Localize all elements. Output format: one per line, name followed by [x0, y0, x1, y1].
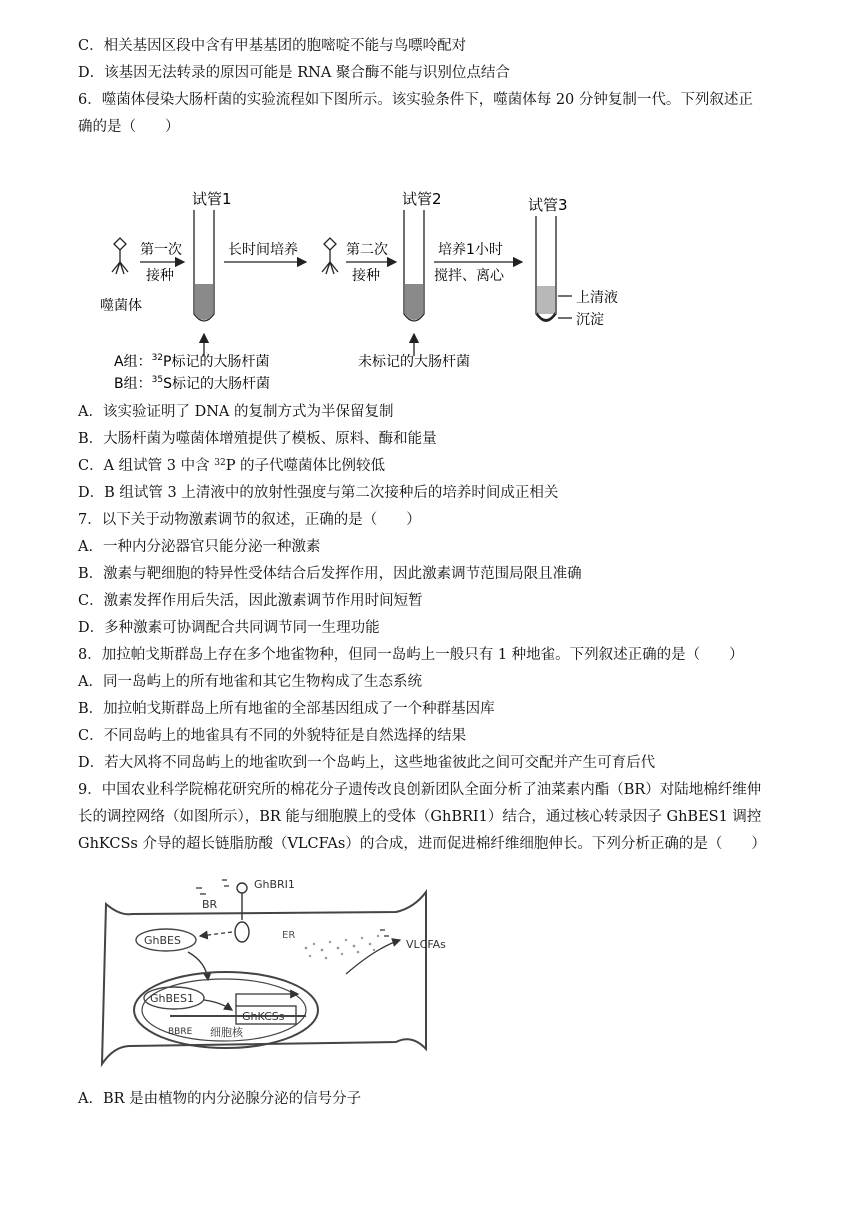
tube2-label: 试管2 — [402, 190, 442, 208]
nucleus-label: 细胞核 — [210, 1026, 243, 1039]
q6-option-b: B．大肠杆菌为噬菌体增殖提供了模板、原料、酶和能量 — [78, 431, 437, 447]
q6-stem-line2: 确的是（ ） — [78, 119, 180, 135]
cell-outline — [102, 892, 426, 1064]
ghbes1-label: GhBES1 — [150, 992, 194, 1005]
stir-centrifuge-label: 搅拌、离心 — [434, 268, 504, 284]
br-molecule-marks — [196, 880, 229, 894]
q8-option-c: C．不同岛屿上的地雀具有不同的外貌特征是自然选择的结果 — [78, 728, 467, 744]
q6-option-a: A．该实验证明了 DNA 的复制方式为半保留复制 — [78, 404, 394, 420]
supernatant-label: 上清液 — [576, 290, 618, 306]
tube1 — [194, 210, 214, 356]
br-label: BR — [202, 898, 218, 911]
q7-stem: 7．以下关于动物激素调节的叙述，正确的是（ ） — [78, 512, 421, 528]
second-inoculation-label-1: 第二次 — [346, 242, 388, 258]
second-inoculation-label-2: 接种 — [352, 268, 380, 284]
q7-option-b: B．激素与靶细胞的特异性受体结合后发挥作用，因此激素调节范围局限且准确 — [78, 566, 582, 582]
group-a-label: A组：$^{32}$P标记的大肠杆菌 — [114, 353, 270, 370]
first-inoculation-label-2: 接种 — [146, 268, 174, 284]
q6-option-c: C．A 组试管 3 中含 $^{32}$P 的子代噬菌体比例较低 — [78, 458, 386, 474]
ghkcss-label: GhKCSs — [242, 1010, 285, 1023]
tube1-label: 试管1 — [192, 190, 232, 208]
q8-option-a: A．同一岛屿上的所有地雀和其它生物构成了生态系统 — [78, 674, 422, 690]
tube3-label: 试管3 — [528, 196, 568, 214]
long-culture-label: 长时间培养 — [228, 242, 298, 258]
q8-option-b: B．加拉帕戈斯群岛上所有地雀的全部基因组成了一个种群基因库 — [78, 701, 495, 717]
phage-icon-1 — [112, 238, 128, 274]
bbre-label: BBRE — [168, 1027, 193, 1037]
transcription-arrow — [236, 994, 298, 1006]
first-inoculation-label-1: 第一次 — [140, 242, 182, 258]
q9-stem-line1: 9．中国农业科学院棉花研究所的棉花分子遗传改良创新团队全面分析了油菜素内酯（BR）对陆地棉纤维伸 — [78, 782, 762, 798]
vlcfas-label: VLCFAs — [406, 938, 446, 951]
sediment-label: 沉淀 — [576, 312, 604, 328]
q7-option-c: C．激素发挥作用后失活，因此激素调节作用时间短暂 — [78, 593, 423, 609]
er-label: ER — [282, 930, 296, 941]
nuclear-import-arrow — [188, 952, 208, 980]
unlabeled-ecoli-label: 未标记的大肠杆菌 — [358, 354, 470, 370]
phage-experiment-figure — [100, 186, 660, 396]
br-signaling-figure — [96, 874, 476, 1074]
tube3 — [536, 216, 572, 322]
ghbes-label: GhBES — [144, 934, 181, 947]
q7-option-a: A．一种内分泌器官只能分泌一种激素 — [78, 539, 321, 555]
q5-option-d: D．该基因无法转录的原因可能是 RNA 聚合酶不能与识别位点结合 — [78, 65, 510, 81]
dephosphorylation-arrow — [200, 932, 232, 936]
culture-1h-label: 培养1小时 — [438, 242, 503, 258]
q6-stem-line1: 6．噬菌体侵染大肠杆菌的实验流程如下图所示。该实验条件下，噬菌体每 20 分钟复制一代。下列叙述正 — [78, 92, 753, 108]
q8-option-d: D．若大风将不同岛屿上的地雀吹到一个岛屿上，这些地雀彼此之间可交配并产生可育后代 — [78, 755, 656, 771]
group-b-label: B组：$^{35}$S标记的大肠杆菌 — [114, 375, 270, 392]
q8-stem: 8．加拉帕戈斯群岛上存在多个地雀物种，但同一岛屿上一般只有 1 种地雀。下列叙述正确的是（ ） — [78, 647, 744, 663]
q6-option-d: D．B 组试管 3 上清液中的放射性强度与第二次接种后的培养时间成正相关 — [78, 485, 559, 501]
ghbri1-label: GhBRI1 — [254, 878, 295, 891]
vlcfas-molecule-marks — [380, 930, 389, 936]
er-vesicles — [305, 935, 380, 960]
phage-label: 噬菌体 — [100, 298, 142, 314]
q7-option-d: D．多种激素可协调配合共同调节同一生理功能 — [78, 620, 380, 636]
q9-stem-line3: GhKCSs 介导的超长链脂肪酸（VLCFAs）的合成，进而促进棉纤维细胞伸长。下列分析正确的是（ ） — [78, 836, 766, 852]
q9-option-a: A．BR 是由植物的内分泌腺分泌的信号分子 — [78, 1091, 362, 1107]
q9-stem-line2: 长的调控网络（如图所示），BR 能与细胞膜上的受体（GhBRI1）结合，通过核心转录因子 GhBES1 调控 — [78, 809, 762, 825]
q5-option-c: C．相关基因区段中含有甲基基团的胞嘧啶不能与鸟嘌呤配对 — [78, 38, 467, 54]
phage-icon-2 — [322, 238, 338, 274]
tube2 — [404, 210, 424, 356]
ghbes1-binding-arrow — [204, 1000, 232, 1010]
